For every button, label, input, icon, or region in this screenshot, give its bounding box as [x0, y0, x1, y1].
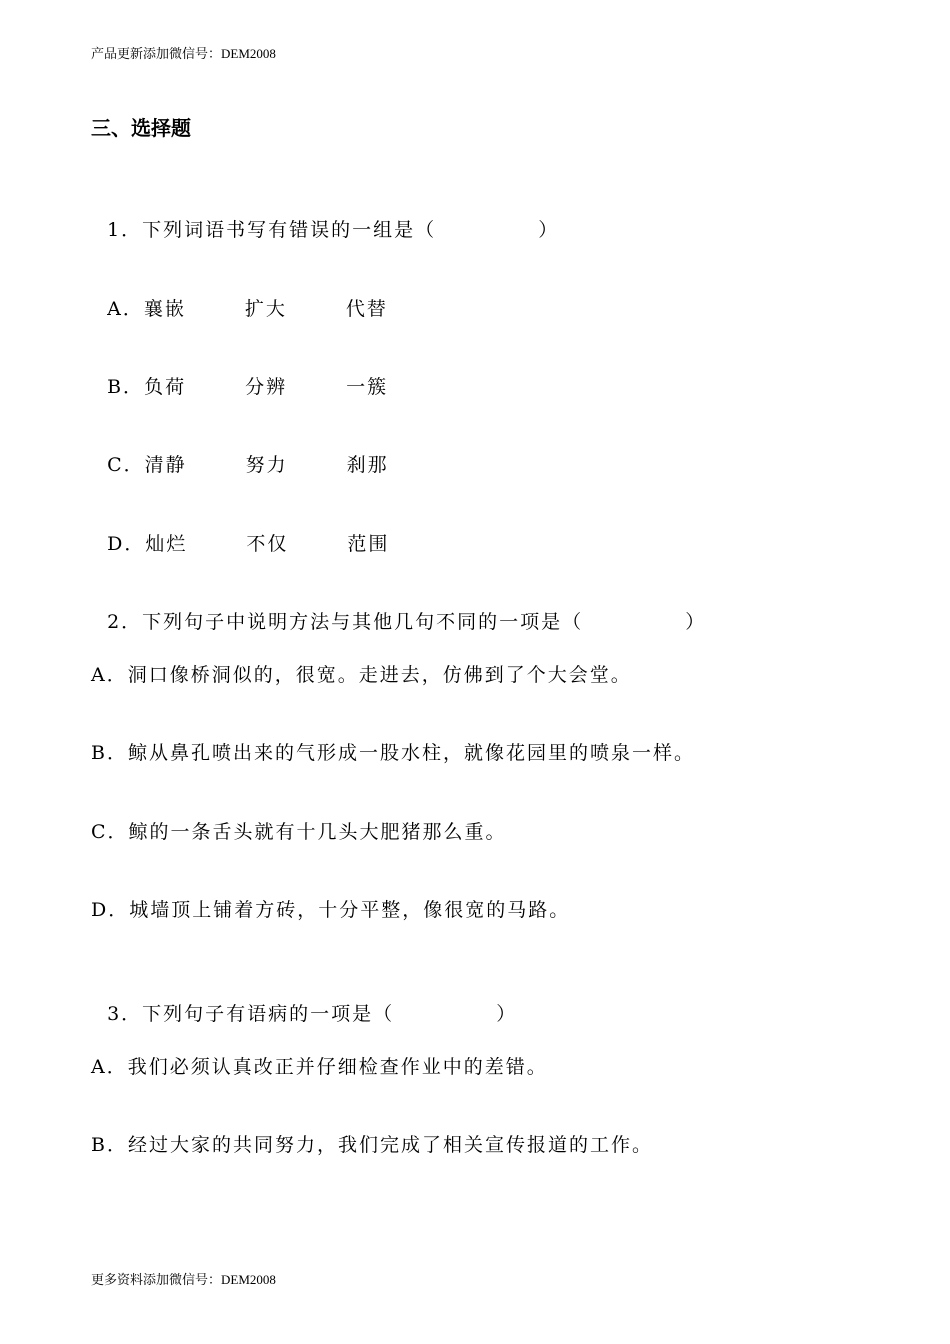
- option-word: 代替: [345, 298, 388, 320]
- question-1: [91, 191, 559, 243]
- q1-option-c: [91, 426, 448, 478]
- q2-option-c: C．鲸的一条舌头就有十几头大肥猪那么重。: [91, 821, 507, 843]
- q1-option-a: [91, 270, 447, 322]
- question-2-stem: 2．下列句子中说明方法与其他几句不同的一项是（: [107, 611, 584, 633]
- option-word: 范围: [347, 533, 390, 555]
- option-word: 刹那: [346, 454, 389, 476]
- question-2-close: ）: [685, 611, 707, 633]
- option-word: 襄嵌: [143, 298, 186, 320]
- question-3-close: ）: [496, 1003, 518, 1025]
- q2-option-d: D．城墙顶上铺着方砖，十分平整，像很宽的马路。: [91, 899, 571, 921]
- option-word: 努力: [245, 454, 288, 476]
- footer-note: 更多资料添加微信号：DEM2008: [91, 1272, 276, 1287]
- option-letter: D．: [107, 533, 146, 555]
- option-word: 负荷: [144, 376, 187, 398]
- q3-option-b: B．经过大家的共同努力，我们完成了相关宣传报道的工作。: [91, 1134, 653, 1156]
- question-2: [91, 583, 706, 635]
- option-word: 一簇: [346, 376, 389, 398]
- question-3-stem: 3．下列句子有语病的一项是（: [107, 1003, 395, 1025]
- section-title: 三、选择题: [91, 116, 191, 140]
- option-word: 不仅: [246, 533, 289, 555]
- option-word: 灿烂: [145, 533, 188, 555]
- q3-option-a: A．我们必须认真改正并仔细检查作业中的差错。: [91, 1056, 548, 1078]
- q1-option-d: [91, 505, 448, 557]
- option-letter: B．: [107, 376, 145, 398]
- header-note: 产品更新添加微信号：DEM2008: [91, 46, 276, 61]
- option-letter: A．: [107, 298, 144, 320]
- option-word: 清静: [144, 454, 187, 476]
- option-letter: C．: [107, 454, 145, 476]
- question-3: [91, 975, 517, 1027]
- option-word: 扩大: [244, 298, 287, 320]
- question-1-close: ）: [538, 219, 560, 241]
- q2-option-a: A．洞口像桥洞似的，很宽。走进去，仿佛到了个大会堂。: [91, 664, 632, 686]
- option-word: 分辨: [245, 376, 288, 398]
- q2-option-b: B．鲸从鼻孔喷出来的气形成一股水柱，就像花园里的喷泉一样。: [91, 742, 695, 764]
- question-1-stem: 1．下列词语书写有错误的一组是（: [107, 219, 437, 241]
- q1-option-b: [91, 348, 447, 400]
